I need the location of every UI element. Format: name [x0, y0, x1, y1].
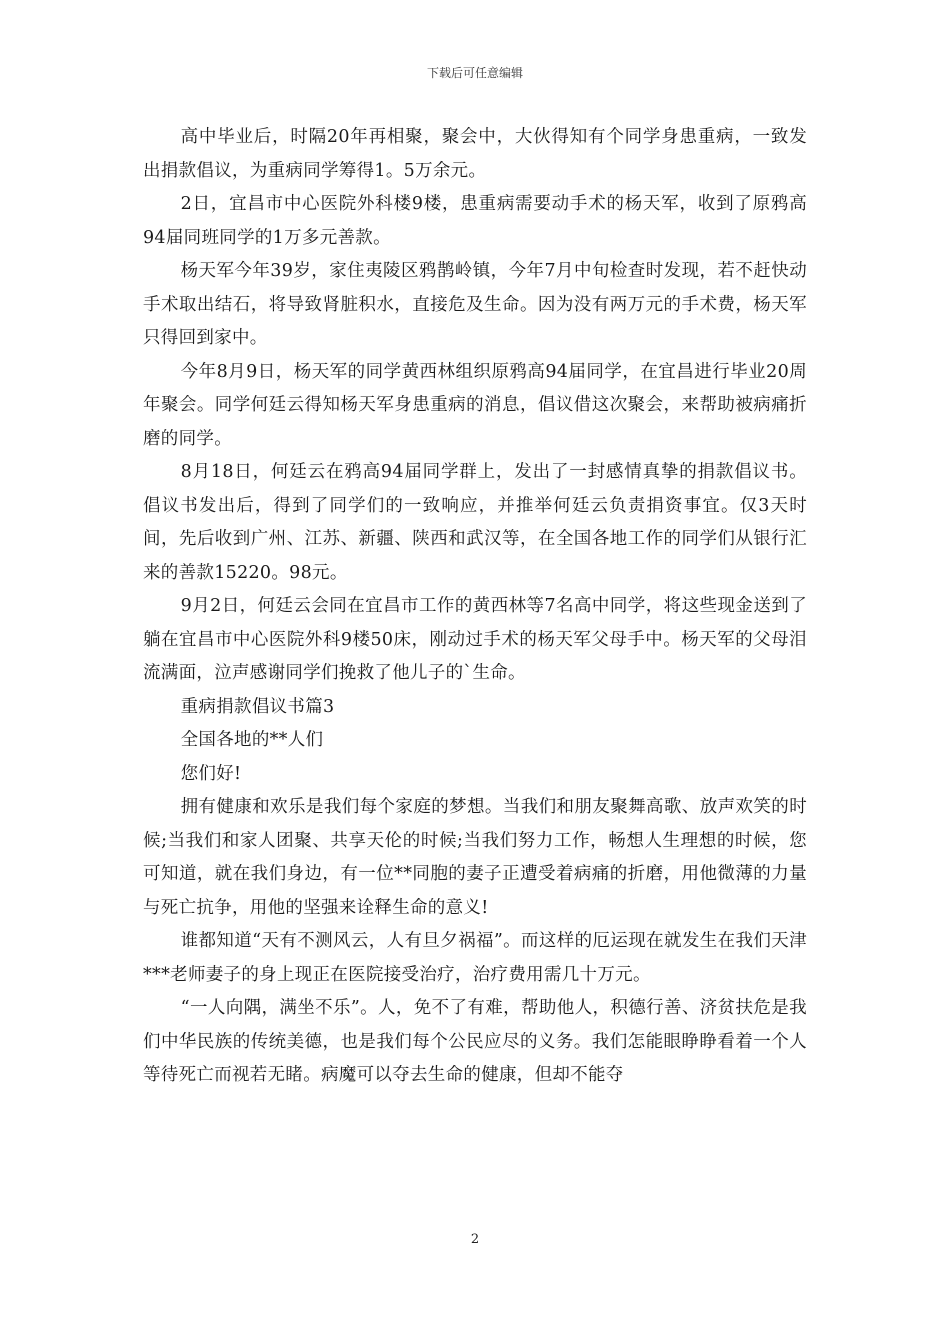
document-body: [143, 121, 807, 1093]
paragraph: 8月18日，何廷云在鸦高94届同学群上，发出了一封感情真挚的捐款倡议书。倡议书发出后，得到了同学们的一致响应，并推举何廷云负责捐资事宜。仅3天时间，先后收到广州、江苏、新疆、陕西和武汉等，在全国各地工作的同学们从银行汇来的善款15220。98元。: [143, 462, 807, 583]
salutation: 全国各地的**人们: [180, 730, 324, 750]
paragraph: 拥有健康和欢乐是我们每个家庭的梦想。当我们和朋友聚舞高歌、放声欢笑的时候;当我们和家人团聚、共享天伦的时候;当我们努力工作，畅想人生理想的时候，您可知道，就在我们身边，有一位**同胞的妻子正遭受着病痛的折磨，用他微薄的力量与死亡抗争，用他的坚强来诠释生命的意义!: [143, 797, 807, 918]
paragraph: 今年8月9日，杨天军的同学黄西林组织原鸦高94届同学，在宜昌进行毕业20周年聚会。同学何廷云得知杨天军身患重病的消息，倡议借这次聚会，来帮助被病痛折磨的同学。: [143, 361, 807, 449]
greeting: 您们好!: [180, 763, 242, 784]
paragraph: “一人向隅，满坐不乐”。人，免不了有难，帮助他人，积德行善、济贫扶危是我们中华民族的传统美德，也是我们每个公民应尽的义务。我们怎能眼睁睁看着一个人等待死亡而视若无睹。病魔可以夺去生命的健康，但却不能夺: [143, 998, 807, 1085]
paragraph: 谁都知道“天有不测风云，人有旦夕祸福”。而这样的厄运现在就发生在我们天津***老师妻子的身上现正在医院接受治疗，治疗费用需几十万元。: [143, 931, 807, 985]
paragraph: 高中毕业后，时隔20年再相聚，聚会中，大伙得知有个同学身患重病，一致发出捐款倡议，为重病同学筹得1。5万余元。: [143, 127, 807, 181]
paragraph: 9月2日，何廷云会同在宜昌市工作的黄西林等7名高中同学，将这些现金送到了躺在宜昌市中心医院外科9楼50床，刚动过手术的杨天军父母手中。杨天军的父母泪流满面，泣声感谢同学们挽救了他儿子的`生命。: [143, 596, 807, 683]
page-number: 2: [470, 1232, 480, 1247]
section-title: 重病捐款倡议书篇3: [180, 696, 335, 717]
page-header: 下载后可任意编辑: [426, 66, 523, 80]
paragraph: 2日，宜昌市中心医院外科楼9楼，患重病需要动手术的杨天军，收到了原鸦高94届同班同学的1万多元善款。: [143, 194, 807, 248]
paragraph: 杨天军今年39岁，家住夷陵区鸦鹊岭镇，今年7月中旬检查时发现，若不赶快动手术取出结石，将导致肾脏积水，直接危及生命。因为没有两万元的手术费，杨天军只得回到家中。: [143, 261, 807, 348]
